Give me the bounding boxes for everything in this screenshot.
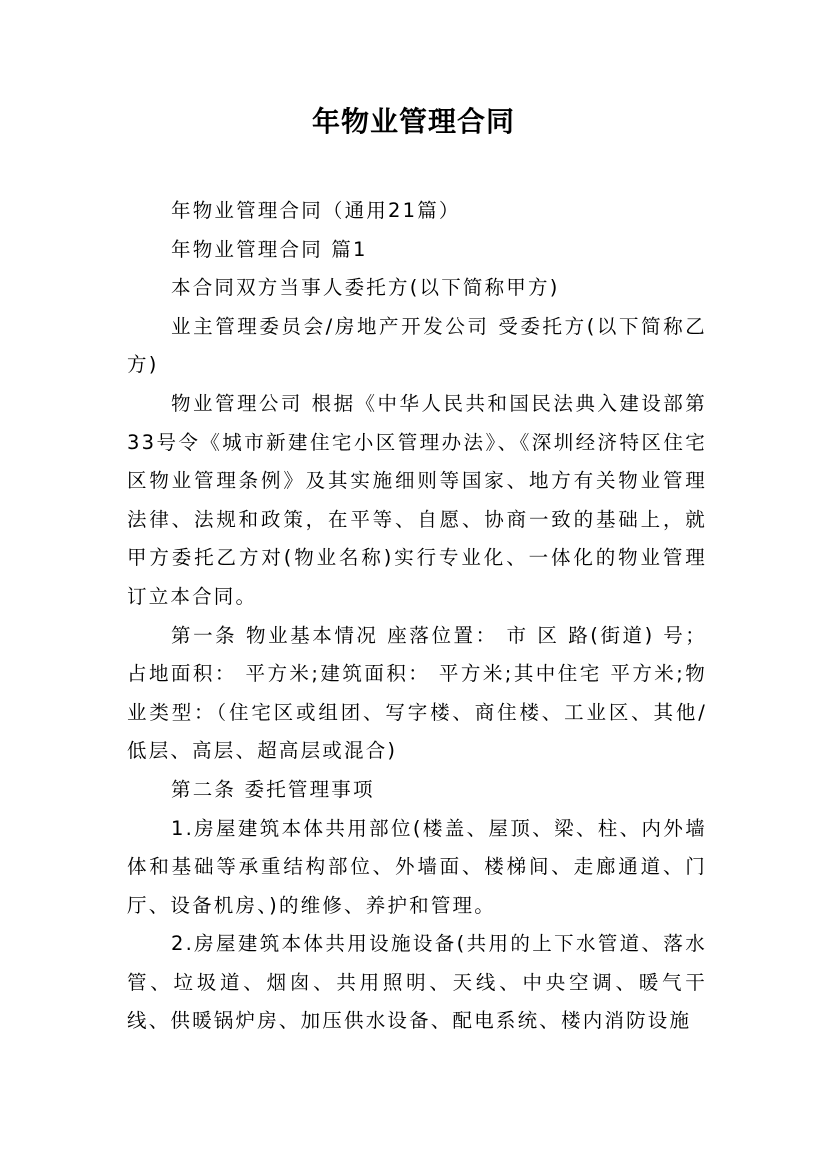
paragraph-item-1: 1.房屋建筑本体共用部位(楼盖、屋顶、梁、柱、内外墙体和基础等承重结构部位、外墙面、楼梯间、走廊通道、门厅、设备机房、)的维修、养护和管理。 [127, 816, 707, 917]
document-body [127, 192, 707, 1041]
document-title: 年物业管理合同 [311, 105, 515, 138]
paragraph-party-b: 业主管理委员会/房地产开发公司 受委托方(以下简称乙方) [127, 314, 707, 377]
paragraph-article-heading: 年物业管理合同 篇1 [171, 237, 368, 261]
paragraph-article-1: 第一条 物业基本情况 座落位置： 市 区 路(街道) 号；占地面积： 平方米;建筑面积： 平方米;其中住宅 平方米;物业类型：（住宅区或组团、写字楼、商住楼、工业区、其他/低层、高层、超高层或混合) [127, 623, 707, 763]
paragraph-series-title: 年物业管理合同（通用21篇） [171, 199, 461, 222]
paragraph-legal-basis: 物业管理公司 根据《中华人民共和国民法典入建设部第33号令《城市新建住宅小区管理办法》、《深圳经济特区住宅区物业管理条例》及其实施细则等国家、地方有关物业管理法律、法规和政策，在平等、自愿、协商一致的基础上，就甲方委托乙方对(物业名称)实行专业化、一体化的物业管理订立本合同。 [127, 391, 707, 608]
paragraph-parties-intro: 本合同双方当事人委托方(以下简称甲方) [171, 276, 560, 300]
paragraph-item-2: 2.房屋建筑本体共用设施设备(共用的上下水管道、落水管、垃圾道、烟囱、共用照明、天线、中央空调、暖气干线、供暖锅炉房、加压供水设备、配电系统、楼内消防设施 [127, 932, 707, 1033]
paragraph-article-2-heading: 第二条 委托管理事项 [171, 777, 375, 801]
